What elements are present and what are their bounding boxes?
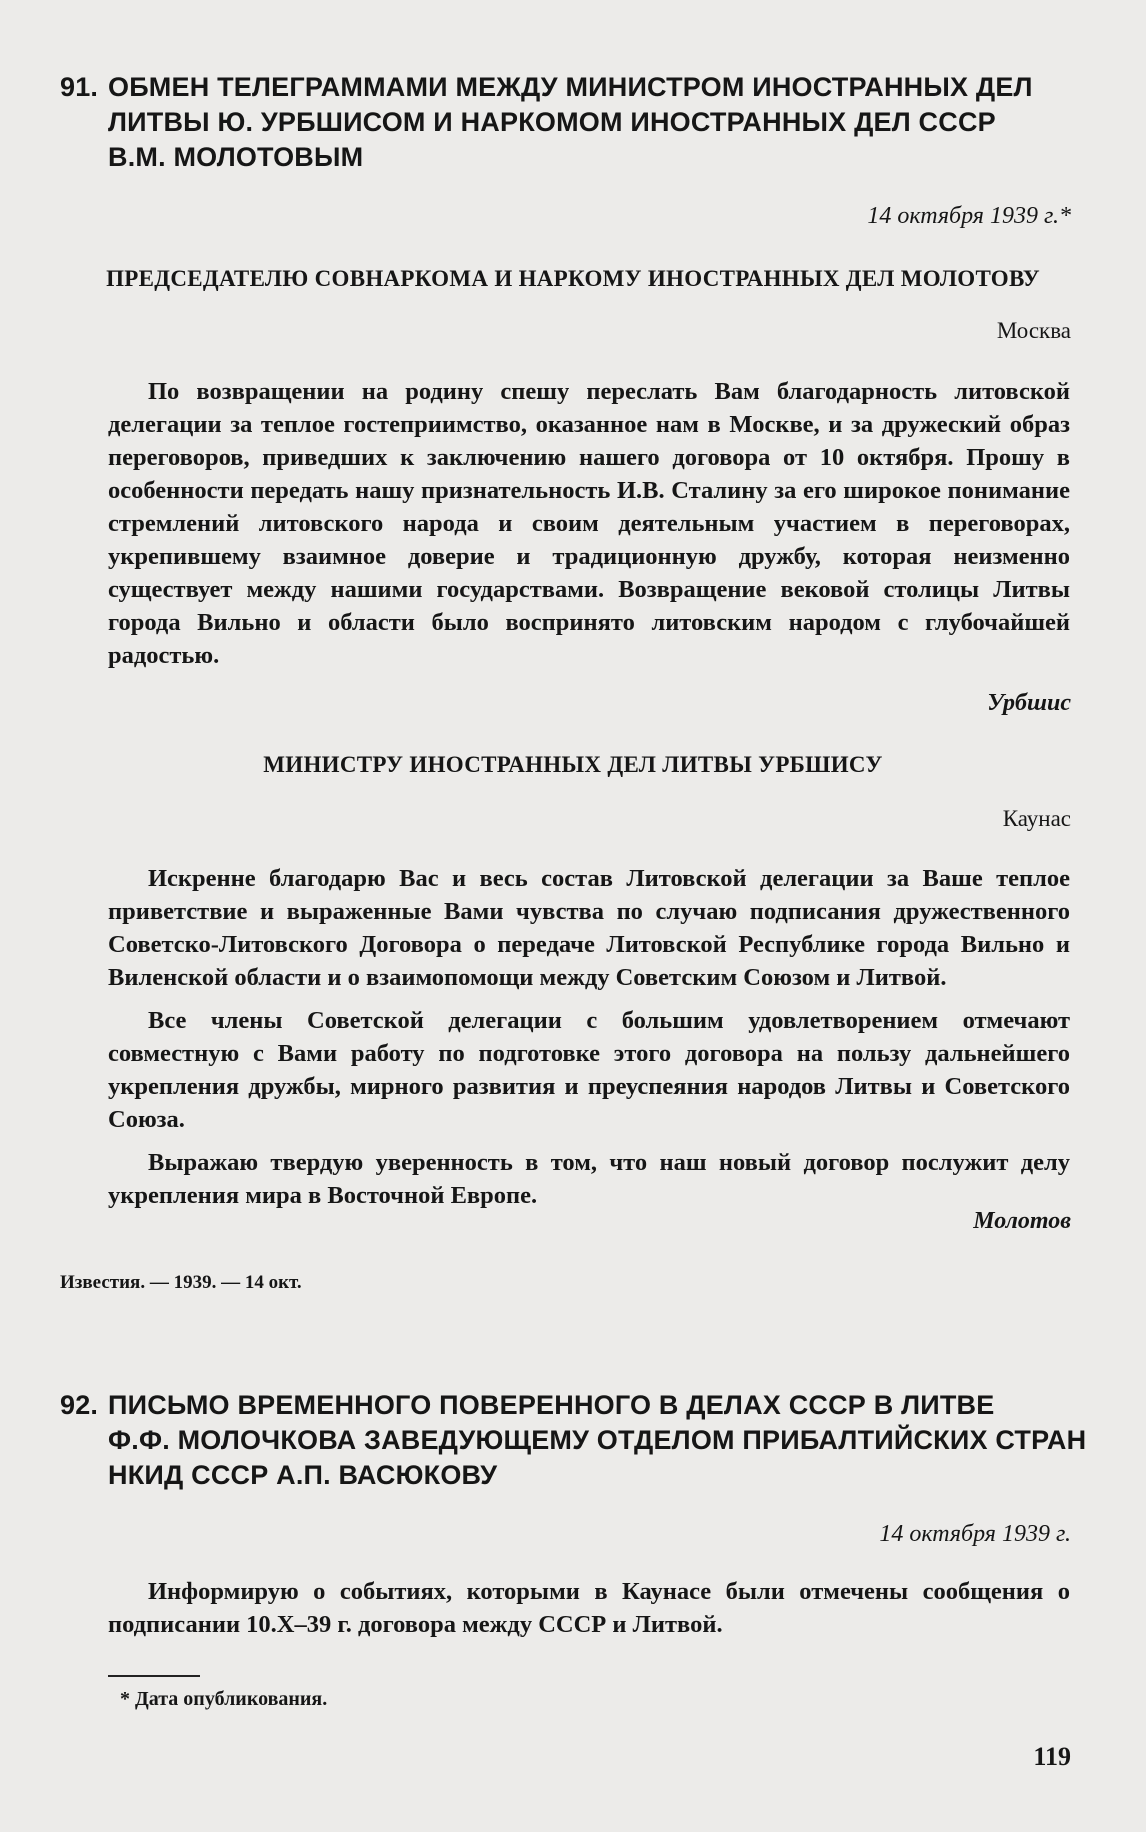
doc92-heading <box>60 1388 1087 1493</box>
doc91-title-line-3: В.М. МОЛОТОВЫМ <box>108 142 364 172</box>
telegram2-paragraph-2: Все члены Советской делегации с большим удовлетворением отмечают совместную с Вами работу по подготовке этого договора на пользу дальнейшего укрепления дружбы, мирного развития и преуспеяния народов Литвы и Советского Союза. <box>108 1007 1070 1133</box>
telegram1-signature: Урбшис <box>987 690 1071 716</box>
doc91-source: Известия. — 1939. — 14 окт. <box>60 1272 302 1293</box>
doc91-title-line-2: ЛИТВЫ Ю. УРБШИСОМ И НАРКОМОМ ИНОСТРАННЫХ ДЕЛ СССР <box>108 107 996 137</box>
telegram1-body <box>108 375 1070 672</box>
doc92-paragraph: Информирую о событиях, которыми в Каунасе были отмечены сообщения о подписании 10.X–39 г. договора между СССР и Литвой. <box>108 1578 1070 1638</box>
doc92-title-line-1: 92. ПИСЬМО ВРЕМЕННОГО ПОВЕРЕННОГО В ДЕЛАХ СССР В ЛИТВЕ <box>60 1388 1070 1423</box>
doc92-body <box>108 1575 1070 1641</box>
telegram2-paragraph-3: Выражаю твердую уверенность в том, что наш новый договор послужит делу укрепления мира в Восточной Европе. <box>108 1149 1070 1209</box>
telegram2-body <box>108 862 1070 1212</box>
doc92-title-line-3: НКИД СССР А.П. ВАСЮКОВУ <box>108 1460 498 1490</box>
page-number: 119 <box>1033 1742 1071 1771</box>
doc91-number: 91. <box>60 72 99 102</box>
doc91-date: 14 октября 1939 г.* <box>867 203 1071 229</box>
doc92-number: 92. <box>60 1390 99 1420</box>
doc91-title-line-1: 91. ОБМЕН ТЕЛЕГРАММАМИ МЕЖДУ МИНИСТРОМ ИНОСТРАННЫХ ДЕЛ <box>60 70 1070 105</box>
doc92-date: 14 октября 1939 г. <box>879 1521 1071 1547</box>
footnote: * Дата опубликования. <box>120 1688 328 1710</box>
doc92-title-line-2: Ф.Ф. МОЛОЧКОВА ЗАВЕДУЮЩЕМУ ОТДЕЛОМ ПРИБАЛТИЙСКИХ СТРАН <box>108 1425 1087 1455</box>
telegram1-place: Москва <box>996 318 1071 343</box>
footnote-divider <box>108 1675 200 1677</box>
telegram2-addressee: МИНИСТРУ ИНОСТРАННЫХ ДЕЛ ЛИТВЫ УРБШИСУ <box>263 752 883 777</box>
telegram1-addressee: ПРЕДСЕДАТЕЛЮ СОВНАРКОМА И НАРКОМУ ИНОСТРАННЫХ ДЕЛ МОЛОТОВУ <box>106 266 1040 291</box>
telegram2-paragraph-1: Искренне благодарю Вас и весь состав Литовской делегации за Ваше теплое приветствие и выраженные Вами чувства по случаю подписания дружественного Советско-Литовского Договора о передаче Литовской Республике города Вильно и Виленской области и о взаимопомощи между Советским Союзом и Литвой. <box>108 865 1070 991</box>
telegram2-signature: Молотов <box>973 1208 1071 1234</box>
doc91-heading <box>60 70 1070 175</box>
telegram2-place: Каунас <box>1002 806 1071 831</box>
telegram1-paragraph: По возвращении на родину спешу переслать Вам благодарность литовской делегации за теплое гостеприимство, оказанное нам в Москве, и за дружеский образ переговоров, приведших к заключению нашего договора от 10 октября. Прошу в особенности передать нашу признательность И.В. Сталину за его широкое понимание стремлений литовского народа и своим деятельным участием в переговорах, укрепившему взаимное доверие и традиционную дружбу, которая неизменно существует между нашими государствами. Возвращение вековой столицы Литвы города Вильно и области было воспринято литовским народом с глубочайшей радостью. <box>108 378 1070 669</box>
